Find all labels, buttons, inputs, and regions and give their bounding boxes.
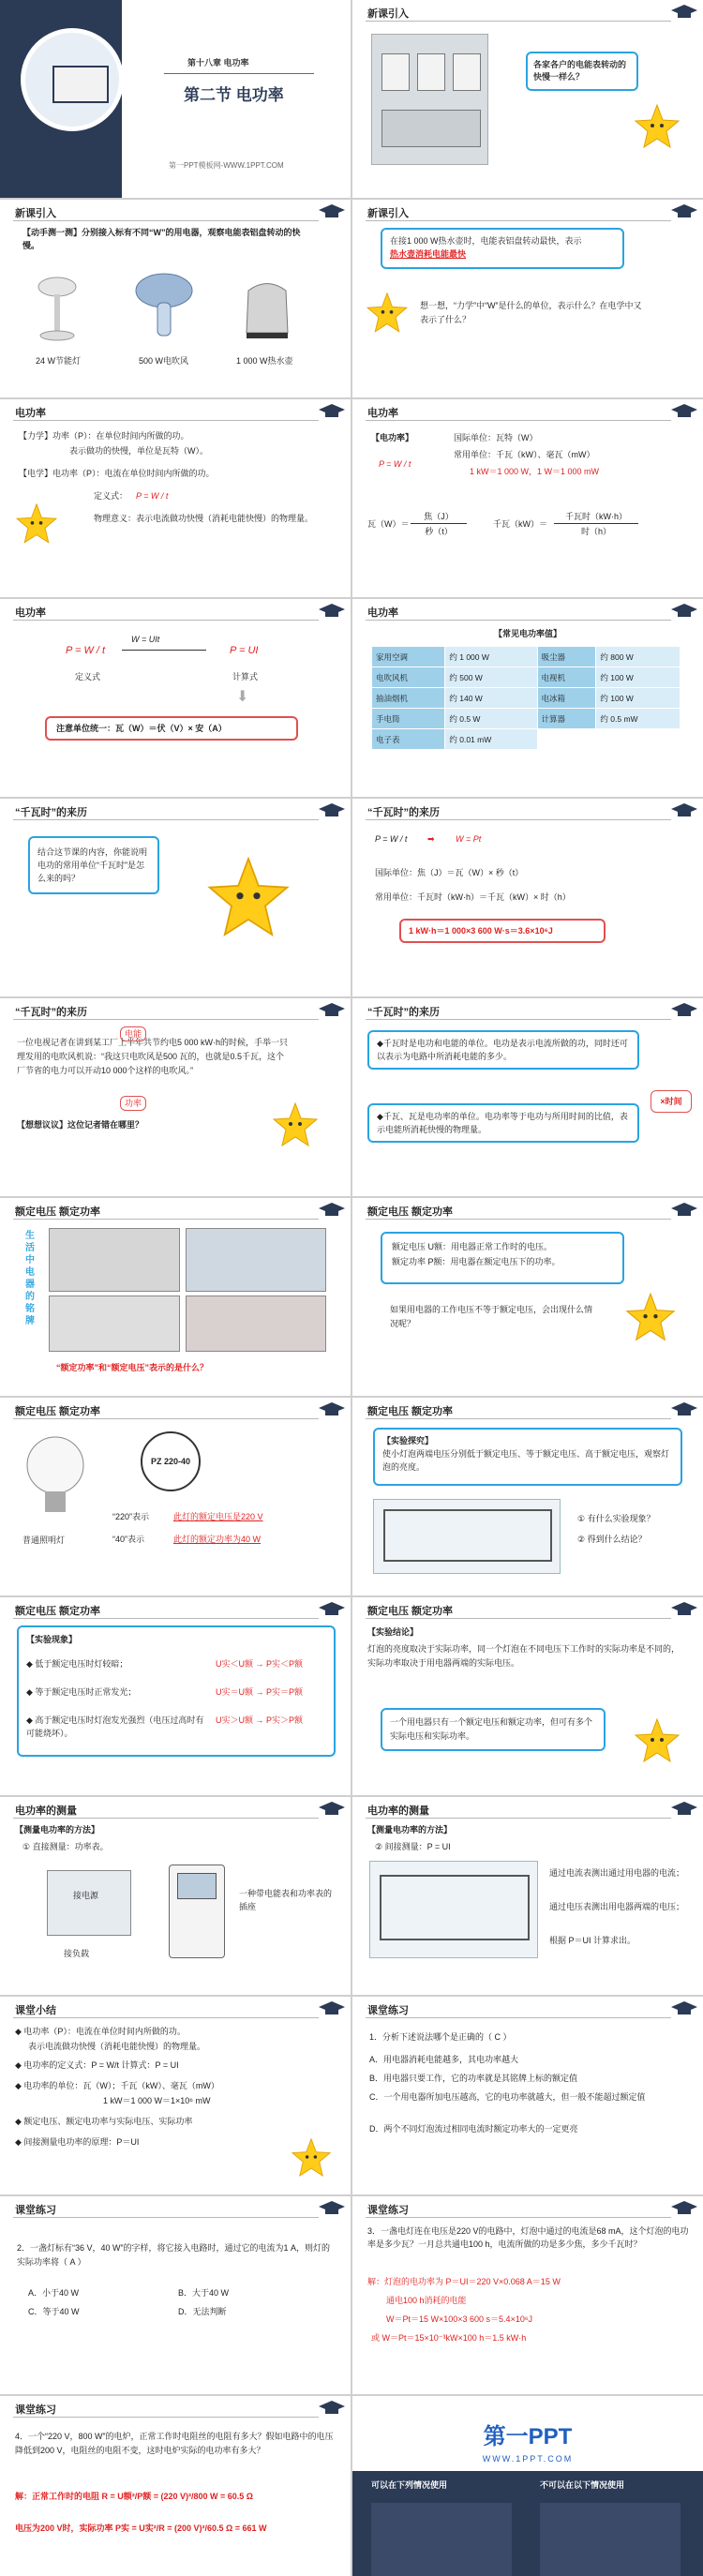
nameplate-photo-2: [186, 1228, 326, 1292]
star-mascot-icon: [366, 292, 409, 338]
rated-think-question: 如果用电器的工作电压不等于额定电压，会出现什么情况呢？: [390, 1305, 593, 1328]
si-relation: 国际单位：焦（J）＝瓦（W）× 秒（t）: [375, 868, 524, 877]
answer-energy-intro: 通电100 h消耗的电能: [386, 2296, 467, 2305]
summary-line: 表示电流做功快慢（消耗电能快慢）的物理量。: [28, 2042, 206, 2051]
slide-heading: 电功率的测量: [367, 1805, 429, 1817]
slide-kwh-vs-kw[interactable]: [352, 998, 703, 1196]
kwh-result: 1 kW·h＝1 000×3 600 W·s＝3.6×10⁶J: [399, 919, 606, 943]
mech-power-def: 【力学】功率（P）：在单位时间内所做的功。: [19, 431, 189, 441]
grad-cap-icon: [671, 3, 697, 22]
grad-cap-icon: [319, 2399, 345, 2418]
slide-heading: 课堂小结: [15, 2005, 56, 2016]
direct-method: ① 直接测量：功率表。: [22, 1842, 109, 1851]
times-time-tag: ×时间: [651, 1090, 692, 1113]
right-arrow-icon: ➡: [427, 834, 435, 844]
question-4: 4．一个“220 V，800 W”的电炉，正常工作时电阻丝的电阻有多大？假如电路中的电压降低到200 V，电阻丝的电阻不变，这时电炉实际的电功率有多大？: [15, 2432, 334, 2455]
slide-measure-direct[interactable]: [0, 1797, 351, 1995]
finding-box: 在接1 000 W热水壶时，电能表铝盘转动最快，表示 热水壶消耗电能最快: [381, 228, 624, 269]
summary-line: ◆ 电功率的单位：瓦（W）；千瓦（kW）、毫瓦（mW）: [15, 2081, 219, 2090]
light-bulb-icon: [22, 1430, 88, 1523]
slide-heading: “千瓦时”的来历: [15, 1007, 87, 1018]
grad-cap-icon: [319, 1600, 345, 1619]
hair-dryer-icon: [131, 270, 197, 340]
question-2: 2．一盏灯标有“36 V，40 W”的字样，将它接入电路时，通过它的电流为1 A，则灯的实际功率将（ A ）: [17, 2243, 331, 2267]
result-low-text: ◆ 低于额定电压时灯较暗；: [26, 1659, 128, 1669]
section-tag: 【测量电功率的方法】: [367, 1825, 453, 1835]
power-cell: 约 500 W: [445, 667, 537, 688]
appliance-cell: 手电筒: [372, 709, 445, 729]
tag-power: 功率: [120, 1096, 146, 1111]
mech-power-meaning: 表示做功的快慢，单位是瓦特（W）。: [69, 446, 208, 456]
slide-bulb-rating[interactable]: [0, 1398, 351, 1595]
slide-heading: 额定电压 额定功率: [367, 1606, 454, 1617]
table-row: [372, 647, 681, 667]
question-3: 3．一盏电灯连在电压是220 V的电路中，灯泡中通过的电流是68 mA，这个灯泡的电功率是多少瓦？一月总共通电100 h，电流所做的功是多少焦，多少千瓦时？: [367, 2226, 689, 2249]
grad-cap-icon: [319, 202, 345, 221]
slide-intro-meter[interactable]: [352, 0, 703, 198]
power-cell: 约 0.5 mW: [596, 709, 681, 729]
question-conclusion: ② 得到什么结论？: [577, 1535, 647, 1544]
kw-label: 千瓦（kW）＝: [493, 519, 547, 529]
def-formula-label: 定义式：: [94, 491, 128, 501]
grad-cap-icon: [671, 1001, 697, 1020]
kw-denominator: 时（h）: [580, 527, 611, 536]
nameplate-photo-1: [49, 1228, 180, 1292]
power-cell: 约 800 W: [596, 647, 681, 667]
power-formula: P = W / t: [379, 459, 411, 469]
grad-cap-icon: [671, 2199, 697, 2218]
slide-formulas[interactable]: [0, 599, 351, 797]
v40-label: “40”表示: [112, 1535, 145, 1544]
slide-heading: 课堂练习: [367, 2005, 409, 2016]
grad-cap-icon: [671, 402, 697, 421]
down-arrow-icon: ⬇: [236, 689, 249, 705]
slide-rated-experiment[interactable]: [352, 1398, 703, 1595]
item-kettle-label: 1 000 W热水壶: [236, 356, 293, 366]
slide-measure-indirect[interactable]: [352, 1797, 703, 1995]
slide-heading: 额定电压 额定功率: [367, 1406, 454, 1417]
think-question: 想一想，“力学”中“W”是什么的单位，表示什么？在电学中又表示了什么？: [420, 301, 642, 324]
slide-heading: 额定电压 额定功率: [15, 1206, 101, 1218]
origin-question-bubble: 结合这节课的内容，你能说明电功的常用单位“千瓦时”是怎么来的吗？: [28, 836, 159, 894]
kw-explanation: ◆千瓦、瓦是电功率的单位。电功率等于电功与所用时间的比值，表示电能所消耗快慢的物理量。: [367, 1103, 639, 1143]
kettle-icon: [239, 267, 295, 342]
appliance-cell: 电吹风机: [372, 667, 445, 688]
conclusion-text: 灯泡的亮度取决于实际功率，同一个灯泡在不同电压下工作时的实际功率是不同的，实际功率取决于用电器两端的实际电压。: [367, 1644, 681, 1668]
bulb-label: 普通照明灯: [22, 1535, 66, 1545]
grad-cap-icon: [671, 602, 697, 621]
slide-rated-nameplates[interactable]: [0, 1198, 351, 1396]
section-tag: 【实验结论】: [367, 1627, 419, 1637]
option-b[interactable]: B．用电器只要工作，它的功率就是其铭牌上标的额定值: [369, 2074, 578, 2083]
rated-power-def: 额定功率 P额：用电器在额定电压下的功率。: [392, 1257, 561, 1266]
lesson-title: 第二节 电功率: [184, 86, 284, 104]
nameplate-photo-4: [186, 1295, 326, 1352]
grad-cap-icon: [671, 202, 697, 221]
star-mascot-icon: [206, 855, 291, 949]
power-cell: 约 140 W: [445, 688, 537, 709]
watt-denominator: 秒（t）: [425, 527, 453, 536]
nameplate-photo-3: [49, 1295, 180, 1352]
elec-power-def: 【电学】电功率（P）：电流在单位时间内所做的功。: [19, 469, 215, 478]
laptop-icon: [52, 66, 109, 103]
arrow-line: [122, 650, 206, 651]
table-row: [372, 729, 681, 750]
appliance-cell: 抽油烟机: [372, 688, 445, 709]
power-cell: 约 0.5 W: [445, 709, 537, 729]
summary-line: ◆ 电功率（P）：电流在单位时间内所做的功。: [15, 2027, 186, 2036]
star-mascot-icon: [15, 502, 58, 549]
watt-numerator: 焦（J）: [411, 510, 467, 524]
grad-cap-icon: [319, 602, 345, 621]
v220-meaning: 此灯的额定电压是220 V: [173, 1512, 263, 1521]
question-bubble: 各家各户的电能表转动的快慢一样么？: [526, 52, 638, 91]
si-unit: 国际单位：瓦特（W）: [454, 433, 538, 442]
grad-cap-icon: [319, 1800, 345, 1819]
summary-line: 1 kW＝1 000 W＝1×10⁶ mW: [103, 2096, 211, 2105]
desk-lamp-icon: [34, 270, 81, 345]
slide-summary[interactable]: [0, 1997, 351, 2194]
v40-meaning: 此灯的额定功率为40 W: [173, 1535, 262, 1544]
slide-heading: 额定电压 额定功率: [15, 1406, 101, 1417]
star-mascot-icon: [272, 1101, 319, 1153]
slide-heading: 电功率的测量: [15, 1805, 77, 1817]
slide-heading: 额定电压 额定功率: [15, 1606, 101, 1617]
rated-question: “额定功率”和“额定电压”表示的是什么？: [56, 1363, 209, 1372]
grad-cap-icon: [671, 1800, 697, 1819]
grad-cap-icon: [319, 402, 345, 421]
allowed-uses-heading: 可以在下列情况使用: [371, 2480, 448, 2490]
grad-cap-icon: [671, 1201, 697, 1220]
meter-description: 一种带电能表和功率表的插座: [239, 1889, 333, 1911]
section-tag: 【实验现象】: [26, 1635, 78, 1644]
meter-box-photo: [371, 34, 488, 165]
slide-experiment-conclusion[interactable]: [352, 1597, 703, 1795]
reporter-story: 一位电视记者在讲到某工厂上半年共节约电5 000 kW·h的时候，手举一只理发用的电吹风机说：“我这只电吹风是500 瓦的，也就是0.5千瓦，这个厂节省的电力可以开动10 000个这样的电吹风。”: [17, 1038, 289, 1075]
section-tag: 【电功率】: [371, 433, 414, 442]
slide-credits[interactable]: [352, 2396, 703, 2576]
discussion-question: 【想想议议】这位记者错在哪里？: [17, 1120, 144, 1130]
rated-def-box: [381, 1232, 624, 1284]
star-mascot-icon: [291, 2137, 332, 2182]
calculation-formula: P = UI: [230, 645, 259, 656]
work-formula: W = Pt: [456, 834, 482, 844]
option-a[interactable]: A．小于40 W: [28, 2288, 80, 2298]
appliance-cell: 吸尘器: [537, 647, 596, 667]
appliance-cell: 电视机: [537, 667, 596, 688]
slide-power-def[interactable]: [0, 399, 351, 597]
phenomenon-box: [17, 1625, 336, 1757]
grad-cap-icon: [671, 801, 697, 820]
power-meter-socket-photo: [169, 1865, 225, 1958]
power-cell: 约 100 W: [596, 667, 681, 688]
slide-intro-think[interactable]: [352, 200, 703, 397]
physical-meaning: 物理意义：表示电流做功快慢（消耗电能快慢）的物理量。: [94, 514, 314, 523]
power-cell: 约 0.01 mW: [445, 729, 537, 750]
star-mascot-icon: [624, 1292, 677, 1348]
slide-heading: 电功率: [15, 607, 46, 619]
step-voltage: 通过电压表测出用电器两端的电压；: [549, 1902, 685, 1911]
def-formula: P = W / t: [136, 491, 169, 501]
load-label: 接负载: [64, 1949, 90, 1958]
star-mascot-icon: [634, 103, 681, 155]
slide-heading: “千瓦时”的来历: [367, 807, 440, 818]
slide-heading: 课堂练习: [15, 2404, 56, 2416]
grad-cap-icon: [671, 1999, 697, 2018]
slide-heading: 新课引入: [367, 8, 409, 20]
calculation-label: 计算式: [232, 672, 259, 681]
v220-label: “220”表示: [112, 1512, 150, 1521]
option-c[interactable]: C．一个用电器所加电压越高，它的电功率就越大，但一般不能超过额定值: [369, 2092, 646, 2102]
answer-power: 解：灯泡的电功率为 P＝UI＝220 V×0.068 A＝15 W: [367, 2277, 561, 2286]
experiment-intro: 【动手测一测】分别接入标有不同“W”的用电器，观察电能表铝盘转动的快慢。: [22, 228, 301, 250]
grad-cap-icon: [319, 1001, 345, 1020]
unit-conversion: 1 kW＝1 000 W，1 W＝1 000 mW: [470, 467, 600, 476]
slide-exercise-3[interactable]: [352, 2196, 703, 2394]
question-phenomenon: ① 有什么实验现象？: [577, 1514, 655, 1523]
option-c[interactable]: C．等于40 W: [28, 2307, 80, 2316]
slide-exercise-4[interactable]: [0, 2396, 351, 2576]
slide-rated-defs[interactable]: [352, 1198, 703, 1396]
result-low-formula: U实＜U额 → P实＜P额: [216, 1659, 304, 1669]
kwh-explanation: ◆千瓦时是电功和电能的单位。电功是表示电流所做的功，同时还可以表示为电路中所消耗电能的多少。: [367, 1030, 639, 1070]
slide-heading: 新课引入: [367, 208, 409, 219]
credits-panel: [352, 2471, 703, 2576]
slide-heading: 电功率: [15, 408, 46, 419]
power-table: [371, 646, 681, 750]
brand-url: WWW.1PPT.COM: [482, 2454, 574, 2464]
conclusion-note: 一个用电器只有一个额定电压和额定功率，但可有多个实际电压和实际功率。: [381, 1708, 606, 1751]
slide-intro-measure[interactable]: [0, 200, 351, 397]
grad-cap-icon: [319, 2199, 345, 2218]
grad-cap-icon: [671, 1400, 697, 1419]
slide-heading: 电功率: [367, 408, 398, 419]
slide-power-table[interactable]: [352, 599, 703, 797]
result-equal-text: ◆ 等于额定电压时正常发光；: [26, 1687, 137, 1697]
slide-heading: 新课引入: [15, 208, 56, 219]
appliance-cell: [537, 729, 596, 750]
slide-title[interactable]: [0, 0, 351, 198]
appliance-cell: 家用空调: [372, 647, 445, 667]
result-equal-formula: U实＝U额 → P实＝P额: [216, 1687, 304, 1697]
result-high-text: ◆ 高于额定电压时灯泡发光强烈（电压过高时有可能烧坏）。: [26, 1715, 204, 1738]
definition-formula: P = W / t: [66, 645, 106, 656]
circuit-diagram: [373, 1499, 561, 1574]
table-row: [372, 667, 681, 688]
tag-energy: 电能: [120, 1026, 146, 1041]
summary-line: ◆ 额定电压、额定电功率与实际电压、实际功率: [15, 2117, 193, 2126]
watt-label: 瓦（W）＝: [367, 519, 410, 529]
indirect-method: ② 间接测量：P = UI: [375, 1842, 451, 1851]
indirect-circuit-diagram: [369, 1861, 538, 1958]
summary-line: ◆ 电功率的定义式：P = W/t 计算式：P = UI: [15, 2060, 179, 2070]
result-high-formula: U实＞U额 → P实＞P额: [216, 1715, 304, 1725]
power-cell: 约 100 W: [596, 688, 681, 709]
plug-label: 接电源: [73, 1891, 99, 1900]
slide-heading: 额定电压 额定功率: [367, 1206, 454, 1218]
finding-highlight: 热水壶消耗电能最快: [390, 249, 467, 259]
option-d[interactable]: D．两个不同灯泡流过相同电流时额定功率大的一定更亮: [369, 2124, 578, 2134]
section-tag: 【实验探究】: [382, 1436, 434, 1445]
kw-numerator: 千瓦时（kW·h）: [554, 510, 638, 524]
nameplate-vertical-label: 生活中电器的铭牌: [25, 1231, 35, 1326]
slide-power-units[interactable]: [352, 399, 703, 597]
arrow-label: W = UIt: [131, 635, 160, 644]
section-tag: 【测量电功率的方法】: [15, 1825, 100, 1835]
slide-heading: 课堂练习: [367, 2205, 409, 2216]
option-b[interactable]: B．大于40 W: [178, 2288, 230, 2298]
power-formula: P = W / t: [375, 834, 408, 844]
step-compute: 根据 P＝UI 计算求出。: [549, 1936, 636, 1945]
answer-actual-power: 电压为200 V时，实际功率 P实 = U实²/R = (200 V)²/60.5 Ω = 661 W: [15, 2524, 267, 2533]
common-relation: 常用单位：千瓦时（kW·h）＝千瓦（kW）× 时（h）: [375, 892, 571, 902]
experiment-box: [373, 1428, 682, 1486]
option-d[interactable]: D．无法判断: [178, 2307, 227, 2316]
unit-note: 注意单位统一：瓦（W）＝伏（V）× 安（A）: [45, 716, 298, 741]
appliance-cell: 电冰箱: [537, 688, 596, 709]
power-meter-plug-photo: [47, 1870, 131, 1936]
power-cell: 约 1 000 W: [445, 647, 537, 667]
slide-exercise-1[interactable]: [352, 1997, 703, 2194]
appliance-cell: 电子表: [372, 729, 445, 750]
rated-voltage-def: 额定电压 U额：用电器正常工作时的电压。: [392, 1242, 553, 1251]
slide-exercise-2[interactable]: [0, 2196, 351, 2394]
option-a[interactable]: A．用电器消耗电能越多，其电功率越大: [369, 2055, 519, 2064]
power-cell: [596, 729, 681, 750]
answer-resistance: 解：正常工作时的电阻 R = U额²/P额 = (220 V)²/800 W = 60.5 Ω: [15, 2492, 254, 2501]
answer-energy-kwh: 或 W＝Pt＝15×10⁻³kW×100 h＝1.5 kW·h: [371, 2333, 527, 2343]
slide-heading: “千瓦时”的来历: [15, 807, 87, 818]
grad-cap-icon: [319, 801, 345, 820]
step-current: 通过电流表测出通过用电器的电流；: [549, 1868, 685, 1878]
forbidden-uses-heading: 不可以在以下情况使用: [540, 2480, 625, 2490]
summary-line: ◆ 间接测量电功率的原理：P＝UI: [15, 2137, 140, 2147]
definition-label: 定义式: [75, 672, 101, 681]
bulb-stamp: PZ 220-40: [141, 1431, 201, 1491]
common-unit: 常用单位：千瓦（kW）、毫瓦（mW）: [454, 450, 595, 459]
question-1: 1．分析下述说法哪个是正确的（ C ）: [369, 2032, 512, 2042]
grad-cap-icon: [319, 1999, 345, 2018]
grad-cap-icon: [319, 1400, 345, 1419]
grad-cap-icon: [319, 1201, 345, 1220]
slide-heading: “千瓦时”的来历: [367, 1007, 440, 1018]
chapter-label: 第十八章 电功率: [187, 58, 249, 67]
appliance-cell: 计算器: [537, 709, 596, 729]
slide-heading: 电功率: [367, 607, 398, 619]
slide-kwh-origin-q[interactable]: [0, 799, 351, 996]
brand-logo: 第一PPT: [483, 2424, 573, 2449]
table-title: 【常见电功率值】: [493, 629, 561, 638]
slide-experiment-result[interactable]: [0, 1597, 351, 1795]
slide-kwh-story[interactable]: [0, 998, 351, 1196]
grad-cap-icon: [671, 1600, 697, 1619]
answer-energy-joules: W＝Pt＝15 W×100×3 600 s＝5.4×10⁶J: [386, 2314, 533, 2324]
experiment-desc: 使小灯泡两端电压分别低于额定电压、等于额定电压、高于额定电压，观察灯泡的亮度。: [382, 1449, 670, 1472]
item-lamp-label: 24 W节能灯: [36, 356, 82, 366]
slide-heading: 课堂练习: [15, 2205, 56, 2216]
table-row: [372, 688, 681, 709]
table-row: [372, 709, 681, 729]
item-dryer-label: 500 W电吹风: [139, 356, 189, 366]
footer-credit: 第一PPT模板网-WWW.1PPT.COM: [169, 161, 284, 170]
star-mascot-icon: [634, 1717, 681, 1769]
slide-kwh-origin-a[interactable]: [352, 799, 703, 996]
